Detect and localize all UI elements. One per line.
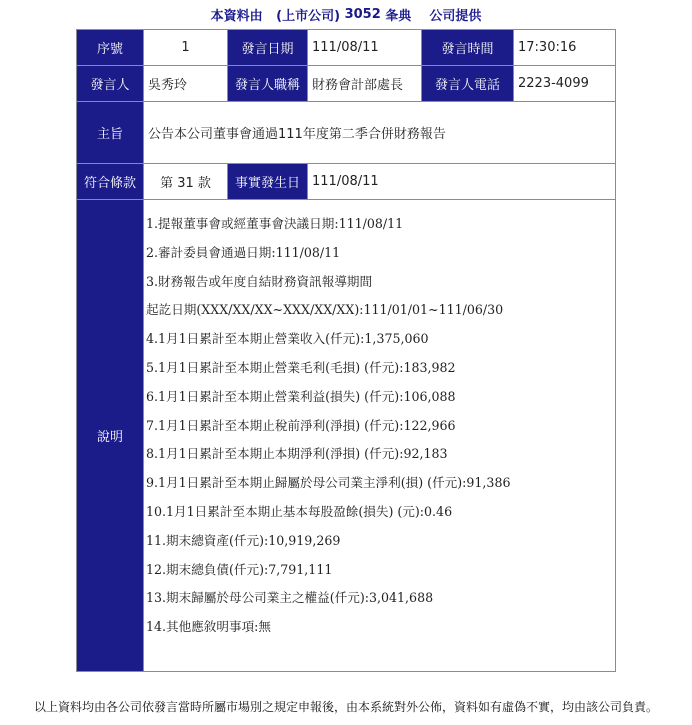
description-line: 9.1月1日累計至本期止歸屬於母公司業主淨利(損) (仟元):91,386 (146, 475, 511, 491)
speaker-phone-label: 發言人電話 (422, 66, 514, 102)
description-label: 說明 (77, 200, 144, 672)
seq-label: 序號 (77, 30, 144, 66)
description-line: 3.財務報告或年度自結財務資訊報導期間 (146, 273, 373, 289)
description-line: 11.期末總資產(仟元):10,919,269 (146, 532, 341, 548)
description-line: 13.期末歸屬於母公司業主之權益(仟元):3,041,688 (146, 590, 434, 606)
description-line: 10.1月1日累計至本期止基本每股盈餘(損失) (元):0.46 (146, 503, 453, 519)
speaker-label: 發言人 (77, 66, 144, 102)
row-seq (77, 30, 616, 66)
event-date-value: 111/08/11 (308, 164, 616, 200)
description-line: 14.其他應敘明事項:無 (146, 619, 272, 635)
subject-value: 公告本公司董事會通過111年度第二季合併財務報告 (144, 102, 616, 164)
event-date-label: 事實發生日 (228, 164, 308, 200)
header-code: 3052 (344, 6, 381, 22)
row-description (77, 200, 616, 672)
row-subject (77, 102, 616, 164)
description-line: 4.1月1日累計至本期止營業收入(仟元):1,375,060 (146, 331, 429, 347)
speaker-title-value: 財務會計部處長 (308, 66, 422, 102)
time-value: 17:30:16 (514, 30, 616, 66)
description-line: 6.1月1日累計至本期止營業利益(損失) (仟元):106,088 (146, 388, 456, 404)
description-line: 7.1月1日累計至本期止稅前淨利(淨損) (仟元):122,966 (146, 417, 456, 433)
footer-note: 以上資料均由各公司依發言當時所屬市場別之規定申報後，由本系統對外公佈，資料如有虛偽不實，均由該公司負責。 (33, 699, 658, 714)
header-provided: 公司提供 (429, 8, 482, 24)
page-header (0, 0, 692, 28)
seq-value: 1 (144, 30, 228, 66)
description-list (144, 200, 611, 654)
row-speaker (77, 66, 616, 102)
date-value: 111/08/11 (308, 30, 422, 66)
announcement-table (76, 29, 616, 672)
description-line: 起訖日期(XXX/XX/XX~XXX/XX/XX):111/01/01~111/06/30 (146, 302, 504, 318)
description-line: 12.期末總負債(仟元):7,791,111 (146, 561, 333, 577)
description-line: 5.1月1日累計至本期止營業毛利(毛損) (仟元):183,982 (146, 359, 456, 375)
header-market: (上市公司) (276, 8, 341, 24)
speaker-value: 吳秀玲 (144, 66, 228, 102)
header-company: 夆典 (385, 8, 412, 24)
time-label: 發言時間 (422, 30, 514, 66)
description-line: 2.審計委員會通過日期:111/08/11 (146, 244, 341, 260)
subject-label: 主旨 (77, 102, 144, 164)
header-source: 本資料由 (210, 8, 263, 24)
description-line: 8.1月1日累計至本期止本期淨利(淨損) (仟元):92,183 (146, 446, 448, 462)
description-cell (144, 200, 616, 672)
date-label: 發言日期 (228, 30, 308, 66)
speaker-title-label: 發言人職稱 (228, 66, 308, 102)
clause-value: 第 31 款 (144, 164, 228, 200)
speaker-phone-value: 2223-4099 (514, 66, 616, 102)
row-clause (77, 164, 616, 200)
description-line: 1.提報董事會或經董事會決議日期:111/08/11 (146, 216, 404, 231)
clause-label: 符合條款 (77, 164, 144, 200)
